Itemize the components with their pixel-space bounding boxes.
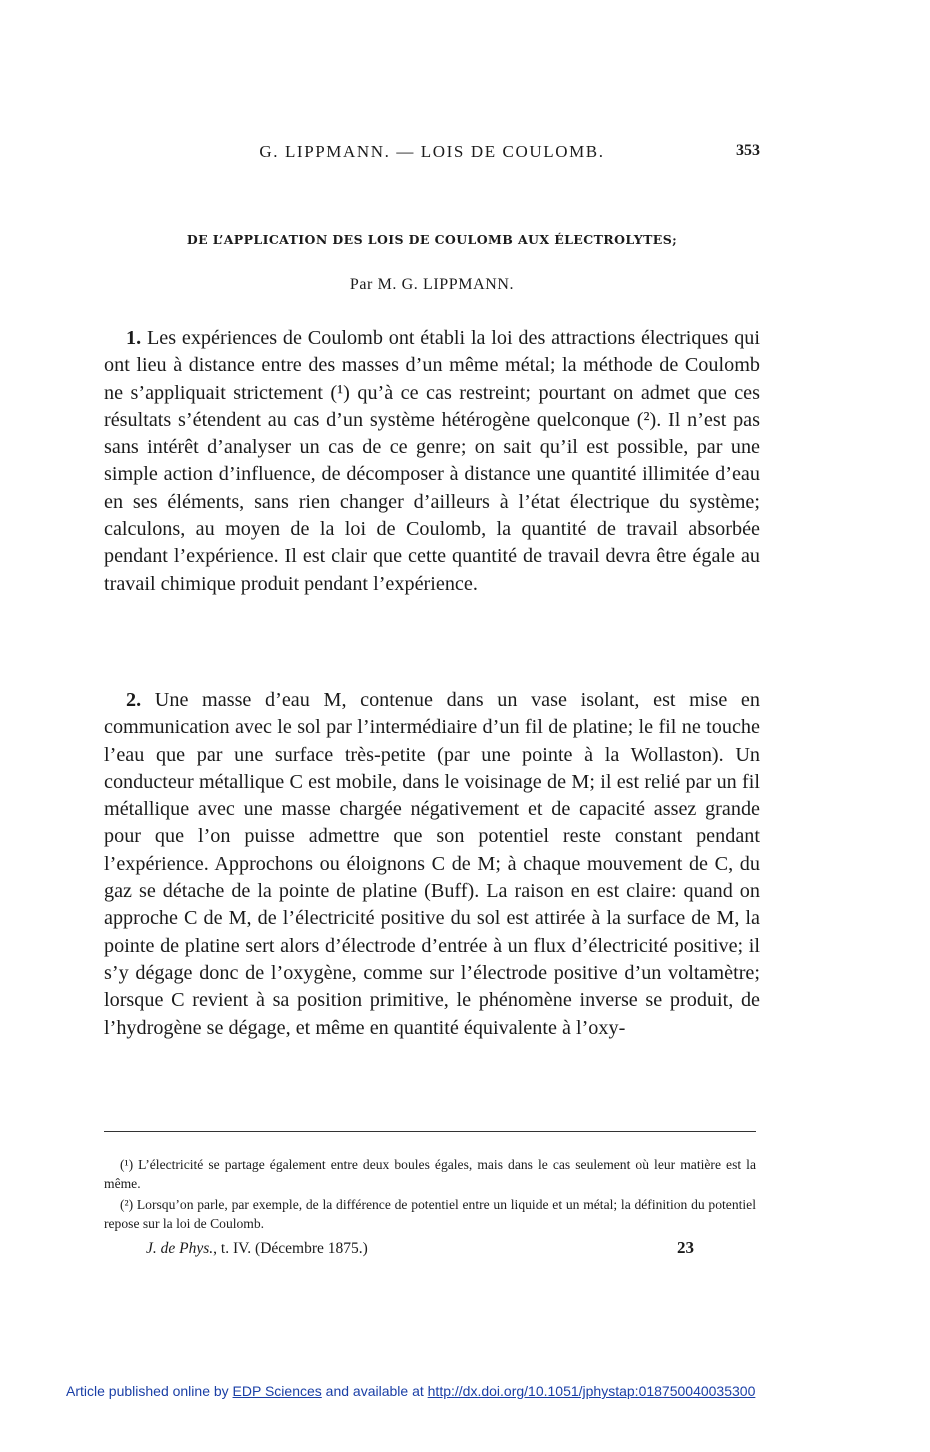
publisher-line [66, 1383, 866, 1399]
paragraph-1 [104, 325, 760, 598]
footnote-2: (²) Lorsqu’on parle, par exemple, de la différence de potentiel entre un liquide et un métal; la définition du potentiel repose sur la loi de Coulomb. [104, 1197, 756, 1231]
paragraph-text: Les expériences de Coulomb ont établi la loi des attractions électriques qui ont lieu à distance entre des masses d’un même métal; la méthode de Coulomb ne s’appliquait strictement (¹) qu’à ce cas restreint; pourtant on admet que ces résultats s’étendent au cas d’un système hétérogène quelconque (²). Il n’est pas sans intérêt d’analyser un cas de ce genre; on sait qu’il est possible, par une simple action d’influence, de décomposer à distance une quantité illimitée d’eau en ses éléments, sans rien changer d’ailleurs à l’état électrique du système; calculons, au moyen de la loi de Coulomb, la quantité de travail absorbée pendant l’expérience. Il est clair que cette quantité de travail devra être égale au travail chimique produit pendant l’expérience. [104, 327, 760, 595]
journal-name: J. de Phys. [146, 1240, 214, 1257]
footnote-divider [104, 1131, 756, 1132]
paragraph-2 [104, 687, 760, 1042]
page-number: 353 [736, 142, 760, 159]
paragraph-number: 2. [126, 689, 142, 711]
paragraph-number: 1. [126, 327, 142, 349]
journal-reference [146, 1240, 368, 1258]
signature-mark: 23 [677, 1238, 694, 1257]
doi-link[interactable]: http://dx.doi.org/10.1051/jphystap:018750040035300 [427, 1383, 756, 1399]
footnote-1: (¹) L’électricité se partage également entre deux boules égales, mais dans le cas seulement où leur matière est la même. [104, 1157, 756, 1191]
publisher-prefix: Article published online by [66, 1383, 229, 1399]
running-head [104, 142, 760, 168]
running-title: G. LIPPMANN. — LOIS DE COULOMB. [259, 142, 605, 161]
paragraph-text: Une masse d’eau M, contenue dans un vase isolant, est mise en communication avec le sol par l’intermédiaire d’un fil de platine; le fil ne touche l’eau que par une surface très-petite (par une pointe à la Wollaston). Un conducteur métallique C est mobile, dans le voisinage de M; il est relié par un fil métallique avec une masse chargée négativement et de capacité assez grande pour que l’on puisse admettre que son potentiel reste constant pendant l’expérience. Approchons ou éloignons C de M; à chaque mouvement de C, du gaz se détache de la pointe de platine (Buff). La raison en est claire: quand on approche C de M, de l’électricité positive du sol est attirée à la surface de M, la pointe de platine sert alors d’électrode d’entrée à un flux d’électricité positive; il s’y dégage donc de l’oxygène, comme sur l’électrode positive d’un voltamètre; lorsque C revient à sa position primitive, le phénomène inverse se produit, de l’hydrogène se dégage, et même en quantité équivalente à l’oxy- [104, 689, 760, 1039]
byline: Par M. G. LIPPMANN. [349, 276, 515, 293]
publisher-middle: and available at [325, 1383, 424, 1399]
edp-sciences-link[interactable]: EDP Sciences [232, 1383, 322, 1399]
article-title: DE L’APPLICATION DES LOIS DE COULOMB AUX ÉLECTROLYTES; [186, 232, 678, 247]
journal-volume-date: , t. IV. (Décembre 1875.) [213, 1240, 368, 1257]
